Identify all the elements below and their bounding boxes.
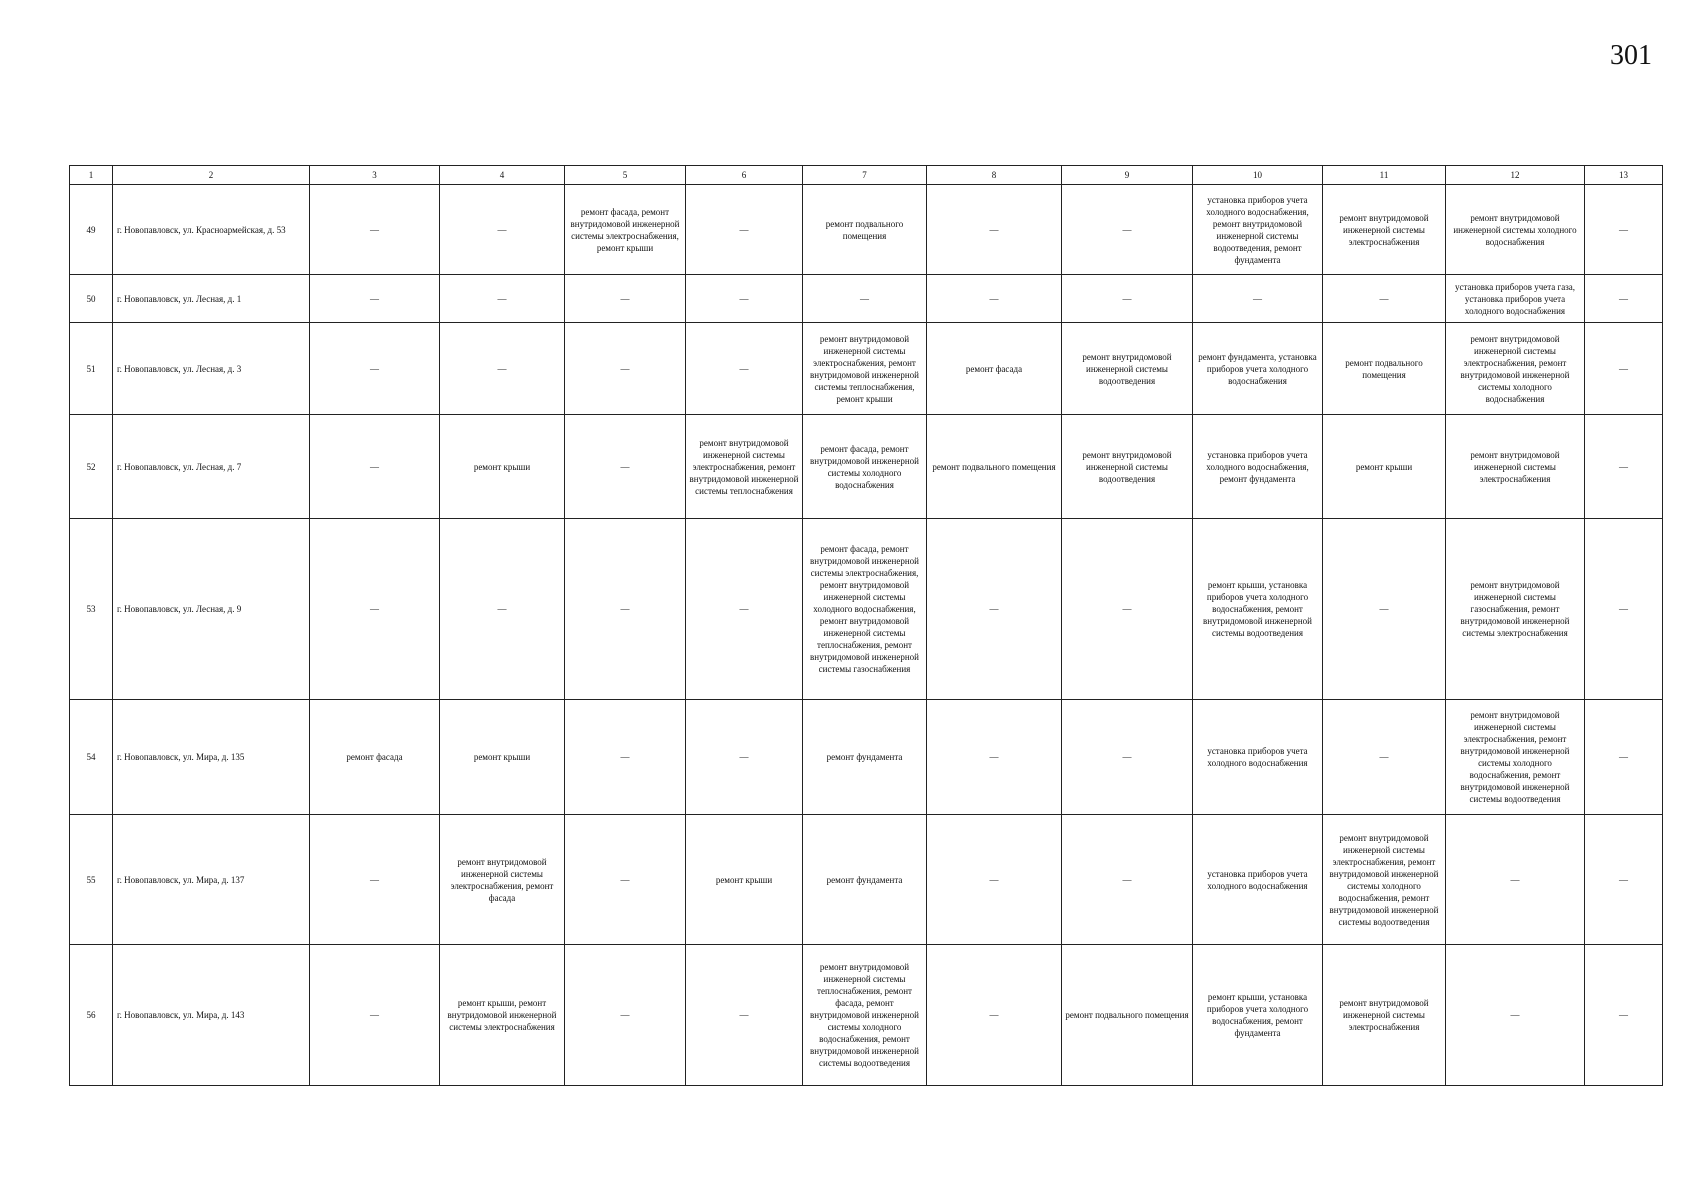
work-cell: ремонт внутридомовой инженерной системы электроснабжения [1323, 945, 1446, 1086]
work-cell: — [1062, 275, 1193, 323]
work-cell: — [1446, 815, 1585, 945]
work-cell: — [927, 519, 1062, 700]
table-row [70, 415, 1663, 519]
col-header: 11 [1323, 166, 1446, 185]
work-cell: — [1193, 275, 1323, 323]
col-header: 8 [927, 166, 1062, 185]
work-cell: — [1585, 415, 1663, 519]
work-cell: — [1062, 519, 1193, 700]
work-cell: ремонт крыши [686, 815, 803, 945]
work-cell: установка приборов учета холодного водоснабжения, ремонт внутридомовой инженерной системы водоотведения, ремонт фундамента [1193, 185, 1323, 275]
row-number-cell: 51 [70, 323, 113, 415]
work-cell: — [440, 275, 565, 323]
table-row [70, 275, 1663, 323]
table-row [70, 815, 1663, 945]
work-cell: — [927, 185, 1062, 275]
row-number-cell: 55 [70, 815, 113, 945]
work-cell: ремонт подвального помещения [1323, 323, 1446, 415]
row-number-cell: 53 [70, 519, 113, 700]
address-cell: г. Новопавловск, ул. Лесная, д. 7 [113, 415, 310, 519]
work-cell: ремонт фасада [310, 700, 440, 815]
work-cell: — [310, 323, 440, 415]
work-cell: установка приборов учета газа, установка приборов учета холодного водоснабжения [1446, 275, 1585, 323]
work-cell: ремонт фундамента, установка приборов учета холодного водоснабжения [1193, 323, 1323, 415]
work-cell: ремонт фасада [927, 323, 1062, 415]
address-cell: г. Новопавловск, ул. Лесная, д. 9 [113, 519, 310, 700]
work-cell: — [440, 185, 565, 275]
work-cell: — [1585, 945, 1663, 1086]
work-cell: — [440, 519, 565, 700]
col-header: 4 [440, 166, 565, 185]
work-cell: — [1585, 700, 1663, 815]
row-number-cell: 56 [70, 945, 113, 1086]
table-row [70, 323, 1663, 415]
work-cell: — [1585, 275, 1663, 323]
col-header: 5 [565, 166, 686, 185]
work-cell: — [565, 323, 686, 415]
col-header: 7 [803, 166, 927, 185]
work-cell: — [686, 275, 803, 323]
work-cell: — [1062, 185, 1193, 275]
work-cell: — [1585, 815, 1663, 945]
table-row [70, 519, 1663, 700]
work-cell: ремонт крыши [440, 415, 565, 519]
work-cell: установка приборов учета холодного водоснабжения, ремонт фундамента [1193, 415, 1323, 519]
work-cell: — [565, 815, 686, 945]
work-cell: ремонт фундамента [803, 815, 927, 945]
work-cell: — [686, 945, 803, 1086]
work-cell: ремонт внутридомовой инженерной системы холодного водоснабжения [1446, 185, 1585, 275]
header-row [70, 166, 1663, 185]
work-cell: — [1323, 519, 1446, 700]
work-cell: — [565, 415, 686, 519]
work-cell: ремонт крыши [1323, 415, 1446, 519]
work-cell: установка приборов учета холодного водоснабжения [1193, 700, 1323, 815]
row-number-cell: 52 [70, 415, 113, 519]
work-cell: ремонт внутридомовой инженерной системы электроснабжения, ремонт внутридомовой инженерной системы холодного водоснабжения, ремонт внутридомовой инженерной системы водоотведения [1446, 700, 1585, 815]
work-cell: — [1446, 945, 1585, 1086]
work-cell: ремонт крыши, установка приборов учета холодного водоснабжения, ремонт внутридомовой инженерной системы водоотведения [1193, 519, 1323, 700]
col-header: 3 [310, 166, 440, 185]
address-cell: г. Новопавловск, ул. Красноармейская, д. 53 [113, 185, 310, 275]
work-cell: — [310, 185, 440, 275]
table-row [70, 185, 1663, 275]
work-cell: — [565, 945, 686, 1086]
work-cell: — [1062, 700, 1193, 815]
row-number-cell: 50 [70, 275, 113, 323]
work-cell: ремонт внутридомовой инженерной системы электроснабжения, ремонт фасада [440, 815, 565, 945]
work-cell: ремонт внутридомовой инженерной системы электроснабжения, ремонт внутридомовой инженерной системы холодного водоснабжения [1446, 323, 1585, 415]
work-cell: — [1062, 815, 1193, 945]
work-cell: — [565, 519, 686, 700]
row-number-cell: 54 [70, 700, 113, 815]
col-header: 9 [1062, 166, 1193, 185]
work-cell: ремонт фасада, ремонт внутридомовой инженерной системы электроснабжения, ремонт внутридомовой инженерной системы холодного водоснабжения, ремонт внутридомовой инженерной системы теплоснабжения, ремонт внутридомовой инженерной системы газоснабжения [803, 519, 927, 700]
work-cell: ремонт крыши, ремонт внутридомовой инженерной системы электроснабжения [440, 945, 565, 1086]
work-cell: — [686, 519, 803, 700]
work-cell: — [927, 815, 1062, 945]
work-cell: ремонт подвального помещения [803, 185, 927, 275]
work-cell: — [310, 945, 440, 1086]
row-number-cell: 49 [70, 185, 113, 275]
page-number: 301 [1610, 40, 1652, 71]
address-cell: г. Новопавловск, ул. Лесная, д. 1 [113, 275, 310, 323]
address-cell: г. Новопавловск, ул. Мира, д. 135 [113, 700, 310, 815]
work-cell: — [1585, 185, 1663, 275]
col-header: 6 [686, 166, 803, 185]
work-cell: ремонт крыши [440, 700, 565, 815]
work-cell: ремонт внутридомовой инженерной системы электроснабжения, ремонт внутридомовой инженерной системы теплоснабжения, ремонт крыши [803, 323, 927, 415]
work-cell: — [1585, 323, 1663, 415]
work-cell: — [1323, 700, 1446, 815]
work-cell: — [927, 275, 1062, 323]
work-cell: ремонт фасада, ремонт внутридомовой инженерной системы электроснабжения, ремонт крыши [565, 185, 686, 275]
work-cell: — [686, 323, 803, 415]
col-header: 12 [1446, 166, 1585, 185]
work-cell: ремонт крыши, установка приборов учета холодного водоснабжения, ремонт фундамента [1193, 945, 1323, 1086]
work-cell: ремонт внутридомовой инженерной системы электроснабжения [1323, 185, 1446, 275]
address-cell: г. Новопавловск, ул. Мира, д. 143 [113, 945, 310, 1086]
work-cell: — [927, 700, 1062, 815]
col-header: 13 [1585, 166, 1663, 185]
work-cell: установка приборов учета холодного водоснабжения [1193, 815, 1323, 945]
work-cell: — [927, 945, 1062, 1086]
work-cell: — [310, 519, 440, 700]
work-cell: ремонт подвального помещения [1062, 945, 1193, 1086]
work-cell: — [565, 700, 686, 815]
work-cell: — [1323, 275, 1446, 323]
work-cell: ремонт внутридомовой инженерной системы водоотведения [1062, 415, 1193, 519]
work-cell: — [1585, 519, 1663, 700]
work-cell: — [310, 815, 440, 945]
work-cell: ремонт внутридомовой инженерной системы газоснабжения, ремонт внутридомовой инженерной системы электроснабжения [1446, 519, 1585, 700]
col-header: 2 [113, 166, 310, 185]
table-row [70, 945, 1663, 1086]
work-cell: — [803, 275, 927, 323]
table-row [70, 700, 1663, 815]
work-cell: ремонт внутридомовой инженерной системы электроснабжения, ремонт внутридомовой инженерной системы теплоснабжения [686, 415, 803, 519]
address-cell: г. Новопавловск, ул. Лесная, д. 3 [113, 323, 310, 415]
work-cell: ремонт подвального помещения [927, 415, 1062, 519]
work-cell: ремонт внутридомовой инженерной системы водоотведения [1062, 323, 1193, 415]
col-header: 10 [1193, 166, 1323, 185]
work-cell: — [565, 275, 686, 323]
work-cell: ремонт фасада, ремонт внутридомовой инженерной системы холодного водоснабжения [803, 415, 927, 519]
col-header: 1 [70, 166, 113, 185]
work-cell: — [440, 323, 565, 415]
work-cell: ремонт внутридомовой инженерной системы теплоснабжения, ремонт фасада, ремонт внутридомовой инженерной системы холодного водоснабжения, ремонт внутридомовой инженерной системы водоотведения [803, 945, 927, 1086]
address-cell: г. Новопавловск, ул. Мира, д. 137 [113, 815, 310, 945]
work-cell: ремонт фундамента [803, 700, 927, 815]
work-cell: ремонт внутридомовой инженерной системы электроснабжения, ремонт внутридомовой инженерной системы холодного водоснабжения, ремонт внутридомовой инженерной системы водоотведения [1323, 815, 1446, 945]
work-cell: — [310, 275, 440, 323]
work-cell: ремонт внутридомовой инженерной системы электроснабжения [1446, 415, 1585, 519]
repair-schedule-table [69, 165, 1663, 1086]
work-cell: — [310, 415, 440, 519]
work-cell: — [686, 185, 803, 275]
work-cell: — [686, 700, 803, 815]
